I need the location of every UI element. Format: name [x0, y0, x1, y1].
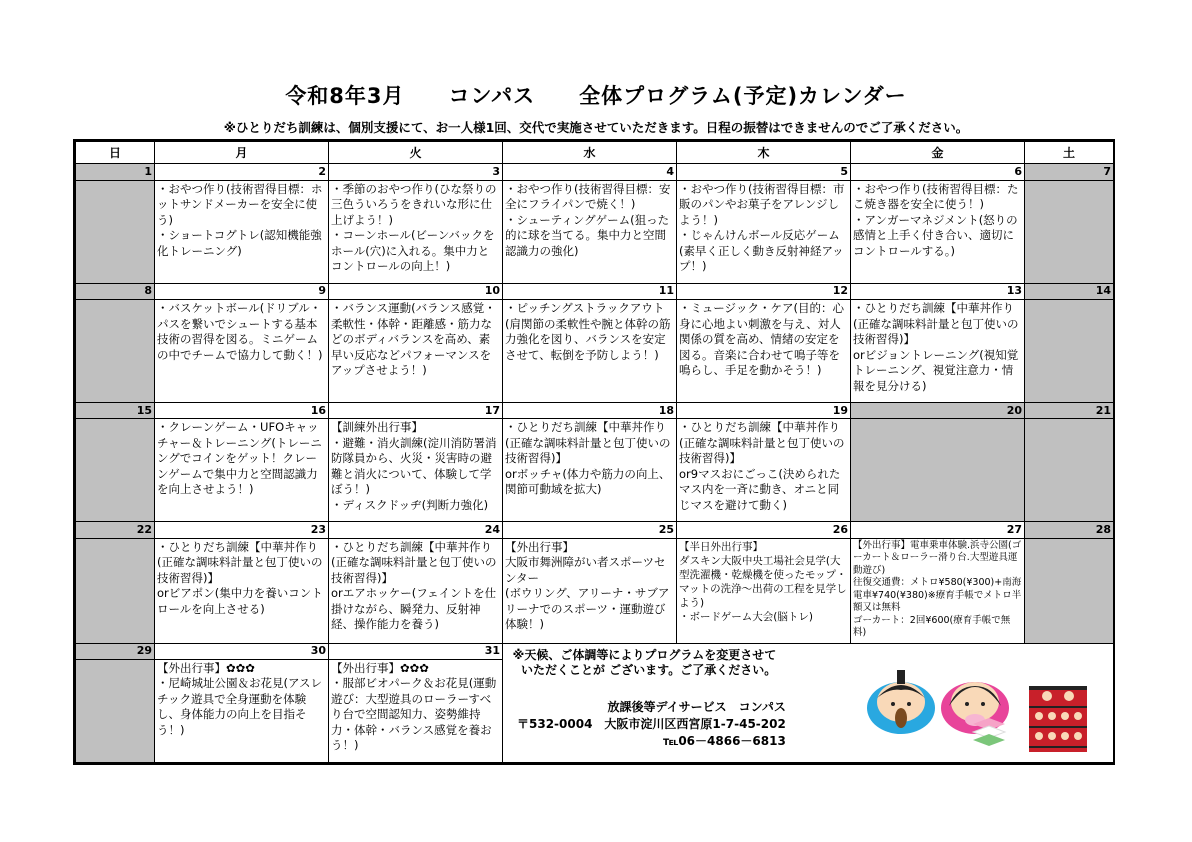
date-number: 25	[503, 522, 677, 538]
weekday-sun: 日	[76, 142, 155, 164]
program-cell	[155, 659, 329, 762]
schedule-change-notice: ※天候、ご体調等によりプログラムを変更させて いただくことが ございます。ご了承ください。	[512, 647, 777, 677]
date-number: 15	[76, 403, 155, 419]
date-number: 29	[76, 643, 155, 659]
program-cell	[677, 300, 851, 403]
program-text: ・おやつ作り(技術習得目標：たこ焼き器を安全に使う！) ・アンガーマネジメント(怒りの感情と上手く付き合い、適切にコントロールする。)	[853, 181, 1019, 258]
program-cell	[1025, 538, 1114, 643]
date-number: 14	[1025, 283, 1114, 299]
office-name: 放課後等デイサービス コンパス	[607, 699, 786, 714]
office-tel: ℡06－4866－6813	[662, 733, 786, 748]
program-text: ・バランス運動(バランス感覚・柔軟性・体幹・距離感・筋力などのボディバランスを高め、素早い反応などパフォーマンスをアップさせよう！)	[331, 301, 496, 378]
date-number: 1	[76, 164, 155, 180]
program-cell	[329, 659, 503, 762]
program-row	[76, 419, 1114, 522]
program-text: ・ひとりだち訓練【中華丼作り(正確な調味料計量と包丁使いの技術習得)】 orボッチャ(体力や筋力の向上、関節可動域を拡大)	[505, 420, 671, 497]
date-number: 18	[503, 403, 677, 419]
date-row	[76, 164, 1114, 180]
program-text: 【外出行事】電車乗車体験.浜寺公園(ゴーカート＆ローラー滑り台.大型遊具運動遊び) 往復交通費：メトロ¥580(¥300)+南海電車¥740(¥380)※療育手帳でメトロ半額又は無料 ゴーカート：2回¥600(療育手帳で無料)	[853, 539, 1022, 639]
date-number: 23	[155, 522, 329, 538]
date-number: 24	[329, 522, 503, 538]
date-number: 19	[677, 403, 851, 419]
date-number: 22	[76, 522, 155, 538]
weekday-wed: 水	[503, 142, 677, 164]
program-cell	[76, 300, 155, 403]
info-panel	[503, 643, 1114, 762]
weekday-sat: 土	[1025, 142, 1114, 164]
program-text: ・ひとりだち訓練【中華丼作り(正確な調味料計量と包丁使いの技術習得)】 or9マスおにごっこ(決められたマス内を一斉に動き、オニと同じマスを避けて動く)	[679, 420, 845, 512]
program-text: ・クレーンゲーム・UFOキャッチャー＆トレーニング(トレーニングでコインをゲット！クレーンゲームで集中力と空間認識力を向上させよう！)	[157, 420, 322, 497]
program-text: 【外出行事】✿✿✿ ・尼崎城址公園＆お花見(アスレチック遊具で全身運動を体験し、身体能力の向上を目指そう！)	[157, 660, 323, 737]
program-cell	[851, 300, 1025, 403]
page-title: 令和8年3月 コンパス 全体プログラム(予定)カレンダー	[285, 84, 907, 108]
program-cell	[329, 538, 503, 643]
weekday-thu: 木	[677, 142, 851, 164]
program-cell	[851, 180, 1025, 283]
program-row	[76, 300, 1114, 403]
program-cell	[155, 300, 329, 403]
date-number: 6	[851, 164, 1025, 180]
hishimochi-icon	[971, 716, 1007, 750]
date-row	[76, 403, 1114, 419]
program-text: ・バスケットボール(ドリブル・パスを繋いでシュートする基本技術の習得を図る。ミニゲームの中でチームで協力して動く！)	[157, 301, 323, 362]
date-number: 21	[1025, 403, 1114, 419]
date-number: 13	[851, 283, 1025, 299]
program-text: ・ミュージック・ケア(目的：心身に心地よい刺激を与え、対人関係の質を高め、情緒の安定を図る。音楽に合わせて鳴子等を鳴らし、手足を動かそう！)	[679, 301, 845, 378]
date-number: 7	[1025, 164, 1114, 180]
program-cell	[503, 300, 677, 403]
program-cell	[677, 419, 851, 522]
date-number: 26	[677, 522, 851, 538]
date-number: 5	[677, 164, 851, 180]
program-text: ・おやつ作り(技術習得目標：ホットサンドメーカーを安全に使う) ・ショートコグトレ(認知機能強化トレーニング)	[157, 181, 323, 258]
date-number: 16	[155, 403, 329, 419]
date-row	[76, 283, 1114, 299]
program-cell	[503, 419, 677, 522]
program-cell	[1025, 300, 1114, 403]
date-number: 30	[155, 643, 329, 659]
program-cell	[677, 538, 851, 643]
program-cell	[155, 419, 329, 522]
date-number: 28	[1025, 522, 1114, 538]
program-text: ・季節のおやつ作り(ひな祭りの三色ういろうをきれいな形に仕上げよう！) ・コーンホール(ビーンバックをホール(穴)に入れる。集中力とコントロールの向上！)	[331, 181, 497, 274]
program-text: ・ひとりだち訓練【中華丼作り(正確な調味料計量と包丁使いの技術習得)】 orビアポン(集中力を養いコントロールを向上させる)	[157, 539, 323, 616]
program-text: ・おやつ作り(技術習得目標：市販のパンやお菓子をアレンジしよう！) ・じゃんけんボール反応ゲーム(素早く正しく動き反射神経アップ！)	[679, 181, 845, 274]
program-cell	[76, 180, 155, 283]
program-cell	[329, 180, 503, 283]
program-text: 【訓練外出行事】 ・避難・消火訓練(淀川消防署消防隊員から、火災・災害時の避難と消火について、体験して学ぼう！) ・ディスクドッヂ(判断力強化)	[331, 420, 497, 512]
weekday-header-row	[76, 142, 1114, 164]
office-address: 〒532-0004 大阪市淀川区西宮原1-7-45-202	[517, 716, 786, 731]
program-cell	[76, 419, 155, 522]
program-text: ・ピッチングストラックアウト(肩関節の柔軟性や腕と体幹の筋力強化を図り、バランスを安定させて、転倒を予防しよう！)	[505, 301, 671, 362]
program-cell	[329, 300, 503, 403]
program-cell	[155, 538, 329, 643]
program-cell	[503, 180, 677, 283]
program-cell	[155, 180, 329, 283]
program-text: 【外出行事】 大阪市舞洲障がい者スポーツセンター (ボウリング、アリーナ・サブアリーナでのスポーツ・運動遊び体験！)	[505, 539, 670, 632]
date-number: 11	[503, 283, 677, 299]
program-row	[76, 180, 1114, 283]
date-number: 12	[677, 283, 851, 299]
program-text: ・ひとりだち訓練【中華丼作り(正確な調味料計量と包丁使いの技術習得)】 orエアホッケー(フェイントを仕掛けながら、瞬発力、反射神経、操作能力を養う)	[331, 539, 497, 632]
program-cell	[76, 659, 155, 762]
date-number: 10	[329, 283, 503, 299]
date-number: 9	[155, 283, 329, 299]
calendar-grid	[73, 139, 1115, 765]
program-cell	[76, 538, 155, 643]
weekday-mon: 月	[155, 142, 329, 164]
date-number: 2	[155, 164, 329, 180]
office-info	[517, 699, 786, 750]
date-number: 8	[76, 283, 155, 299]
program-text: 【半日外出行事】 ダスキン大阪中央工場社会見学(大型洗濯機・乾燥機を使ったモップ・マットの洗浄～出荷の工程を見学しよう) ・ボードゲーム大会(脳トレ)	[679, 540, 847, 623]
program-cell	[851, 538, 1025, 643]
program-cell	[1025, 180, 1114, 283]
program-text: ・ひとりだち訓練【中華丼作り(正確な調味料計量と包丁使いの技術習得)】 orビジョントレーニング(視知覚トレーニング、視覚注意力・情報を見分ける)	[853, 301, 1019, 393]
date-number: 31	[329, 643, 503, 659]
program-cell	[851, 419, 1025, 522]
date-row	[76, 522, 1114, 538]
date-number: 17	[329, 403, 503, 419]
weekday-tue: 火	[329, 142, 503, 164]
program-note: ※ひとりだち訓練は、個別支援にて、お一人様1回、交代で実施させていただきます。日程の振替はできませんのでご了承ください。	[223, 120, 969, 135]
date-number: 27	[851, 522, 1025, 538]
program-cell	[1025, 419, 1114, 522]
program-cell	[329, 419, 503, 522]
date-row	[76, 643, 1114, 659]
program-text: 【外出行事】✿✿✿ ・服部ビオパーク＆お花見(運動遊び：大型遊具のローラーすべり台で空間認知力、姿勢維持力・体幹・バランス感覚を養おう！)	[331, 660, 497, 753]
date-number: 3	[329, 164, 503, 180]
date-number: 4	[503, 164, 677, 180]
program-text: ・おやつ作り(技術習得目標：安全にフライパンで焼く！) ・シューティングゲーム(狙った的に球を当てる。集中力と空間認識力の強化)	[505, 181, 671, 258]
weekday-fri: 金	[851, 142, 1025, 164]
program-cell	[677, 180, 851, 283]
date-number: 20	[851, 403, 1025, 419]
program-cell	[503, 538, 677, 643]
program-row	[76, 538, 1114, 643]
